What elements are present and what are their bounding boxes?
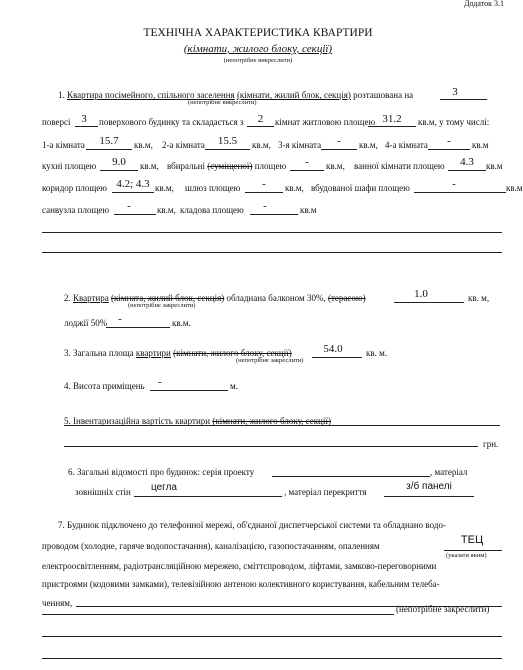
s2-line1: 2. Квартира (кімната, жилий блок, секція) обладнана балконом 30%, (терасою) — [64, 293, 366, 303]
loggia-label: лоджії 50% — [64, 318, 108, 328]
wc-label: вбиральні (суміщеної) площею — [167, 161, 287, 171]
heating-note: (указати яким) — [446, 552, 487, 559]
s1-living-label: кімнат житловою площею — [275, 117, 376, 127]
floors-total-value: 3 — [81, 113, 87, 125]
bath-unit: кв.м — [486, 161, 503, 171]
closet-value: - — [452, 178, 456, 190]
rooms-value: 2 — [257, 113, 264, 125]
subtitle-note: (непотрібне викреслити) — [223, 57, 293, 64]
lock-unit: кв.м, — [285, 183, 304, 193]
balcony-value: 1.0 — [414, 288, 428, 300]
total-area-unit: кв. м. — [366, 348, 388, 358]
loggia-value: - — [118, 313, 122, 325]
room3-value: - — [337, 135, 341, 147]
s6-line1: 6. Загальні відомості про будинок: серія проекту — [68, 467, 255, 477]
kitchen-label: кухні площею — [42, 161, 97, 171]
height-unit: м. — [230, 381, 238, 391]
s6-material-label: , матеріал — [430, 467, 468, 477]
walls-label: зовнішніх стін — [75, 487, 131, 497]
kitchen-unit: кв.м, — [140, 161, 159, 171]
bath-label: ванної кімнати площею — [354, 161, 445, 171]
page-title: ТЕХНІЧНА ХАРАКТЕРИСТИКА КВАРТИРИ — [143, 27, 373, 39]
living-area-value: 31.2 — [382, 113, 402, 125]
corridor-label: коридор площею — [42, 183, 108, 193]
s1-incl-label: кв.м, у тому числі: — [418, 117, 490, 127]
height-label: 4. Висота приміщень — [64, 381, 145, 391]
san-value: - — [127, 200, 131, 212]
s7-line3: електроосвітленням, радіотрансляційною мережею, сміттєпроводом, ліфтами, замково-переговорними — [42, 561, 437, 571]
room1-unit: кв.м, — [134, 140, 153, 150]
value-unit: грн. — [483, 439, 499, 449]
heating-value: ТЕЦ — [460, 534, 484, 546]
s5-line: 5. Інвентаризаційна вартість квартири (кімнати, жилого блоку, секції) — [64, 416, 331, 426]
wc-unit: кв.м, — [326, 161, 345, 171]
room2-label: 2-а кімната — [162, 140, 205, 150]
room3-label: 3-я кімната — [278, 140, 322, 150]
s7-line4: пристроями (кодовими замками), телевізійною антеною колективного користування, кабельним телеба- — [42, 579, 440, 589]
s1-building-text: поверхового будинку та складається з — [99, 117, 244, 127]
walls-value: цегла — [150, 482, 177, 493]
corridor-value: 4.2; 4.3 — [116, 178, 150, 190]
page-subtitle: (кімнати, жилого блоку, секції) — [183, 43, 333, 55]
s7-line1: 7. Будинок підключено до телефонної мережі, об'єднаної диспетчерської системи та обладнано водо- — [58, 520, 446, 530]
room4-unit: кв.м — [472, 140, 489, 150]
room4-label: 4-а кімната — [385, 140, 428, 150]
s7-line5: ченням, — [42, 598, 73, 608]
pantry-unit: кв.м — [300, 205, 317, 215]
s1-note: (непотрібне викреслити) — [188, 99, 257, 106]
room2-unit: кв.м, — [252, 140, 271, 150]
bath-value: 4.3 — [460, 156, 474, 168]
room1-label: 1-а кімната — [42, 140, 85, 150]
corridor-unit: кв.м, — [155, 183, 174, 193]
loggia-unit: кв.м. — [172, 318, 191, 328]
closet-label: вбудованої шафи площею — [311, 183, 410, 193]
floor-value: 3 — [452, 86, 458, 98]
lock-label: шлюз площею — [185, 183, 241, 193]
s3-note: (непотрібне закреслити) — [236, 357, 304, 364]
s7-line2: проводом (холодне, гаряче водопостачання), каналізацією, газопостачанням, опаленням — [42, 541, 380, 551]
height-value: - — [158, 376, 162, 388]
total-area-value: 54.0 — [323, 343, 343, 355]
room3-unit: кв.м, — [359, 140, 378, 150]
s2-note: (непотрібне закреслити) — [128, 302, 196, 309]
closet-unit: кв.м — [506, 183, 523, 193]
san-unit: кв.м, — [157, 205, 176, 215]
lock-value: - — [262, 178, 266, 190]
s1-floor-label: поверсі — [42, 117, 71, 127]
slabs-label: , матеріал перекриття — [284, 487, 367, 497]
s1-line1: 1. Квартира посімейного, спільного заселення (кімнати, жилий блок, секція) розташована на — [58, 90, 414, 100]
slabs-value: з/б панелі — [406, 481, 452, 492]
balcony-unit: кв. м, — [468, 293, 490, 303]
appendix-label: Додаток 3.1 — [464, 0, 504, 8]
wc-value: - — [305, 156, 309, 168]
room1-value: 15.7 — [99, 135, 119, 147]
san-label: санвузла площею — [42, 205, 110, 215]
room2-value: 15.5 — [217, 135, 238, 147]
room4-value: - — [447, 135, 451, 147]
s3-line: 3. Загальна площа квартири (кімнати, жилого блоку, секції) — [64, 348, 292, 358]
s7-note: (непотрібне закреслити) — [396, 604, 490, 614]
kitchen-value: 9.0 — [112, 156, 126, 168]
pantry-label: кладова площею — [180, 205, 244, 215]
pantry-value: - — [263, 200, 267, 212]
